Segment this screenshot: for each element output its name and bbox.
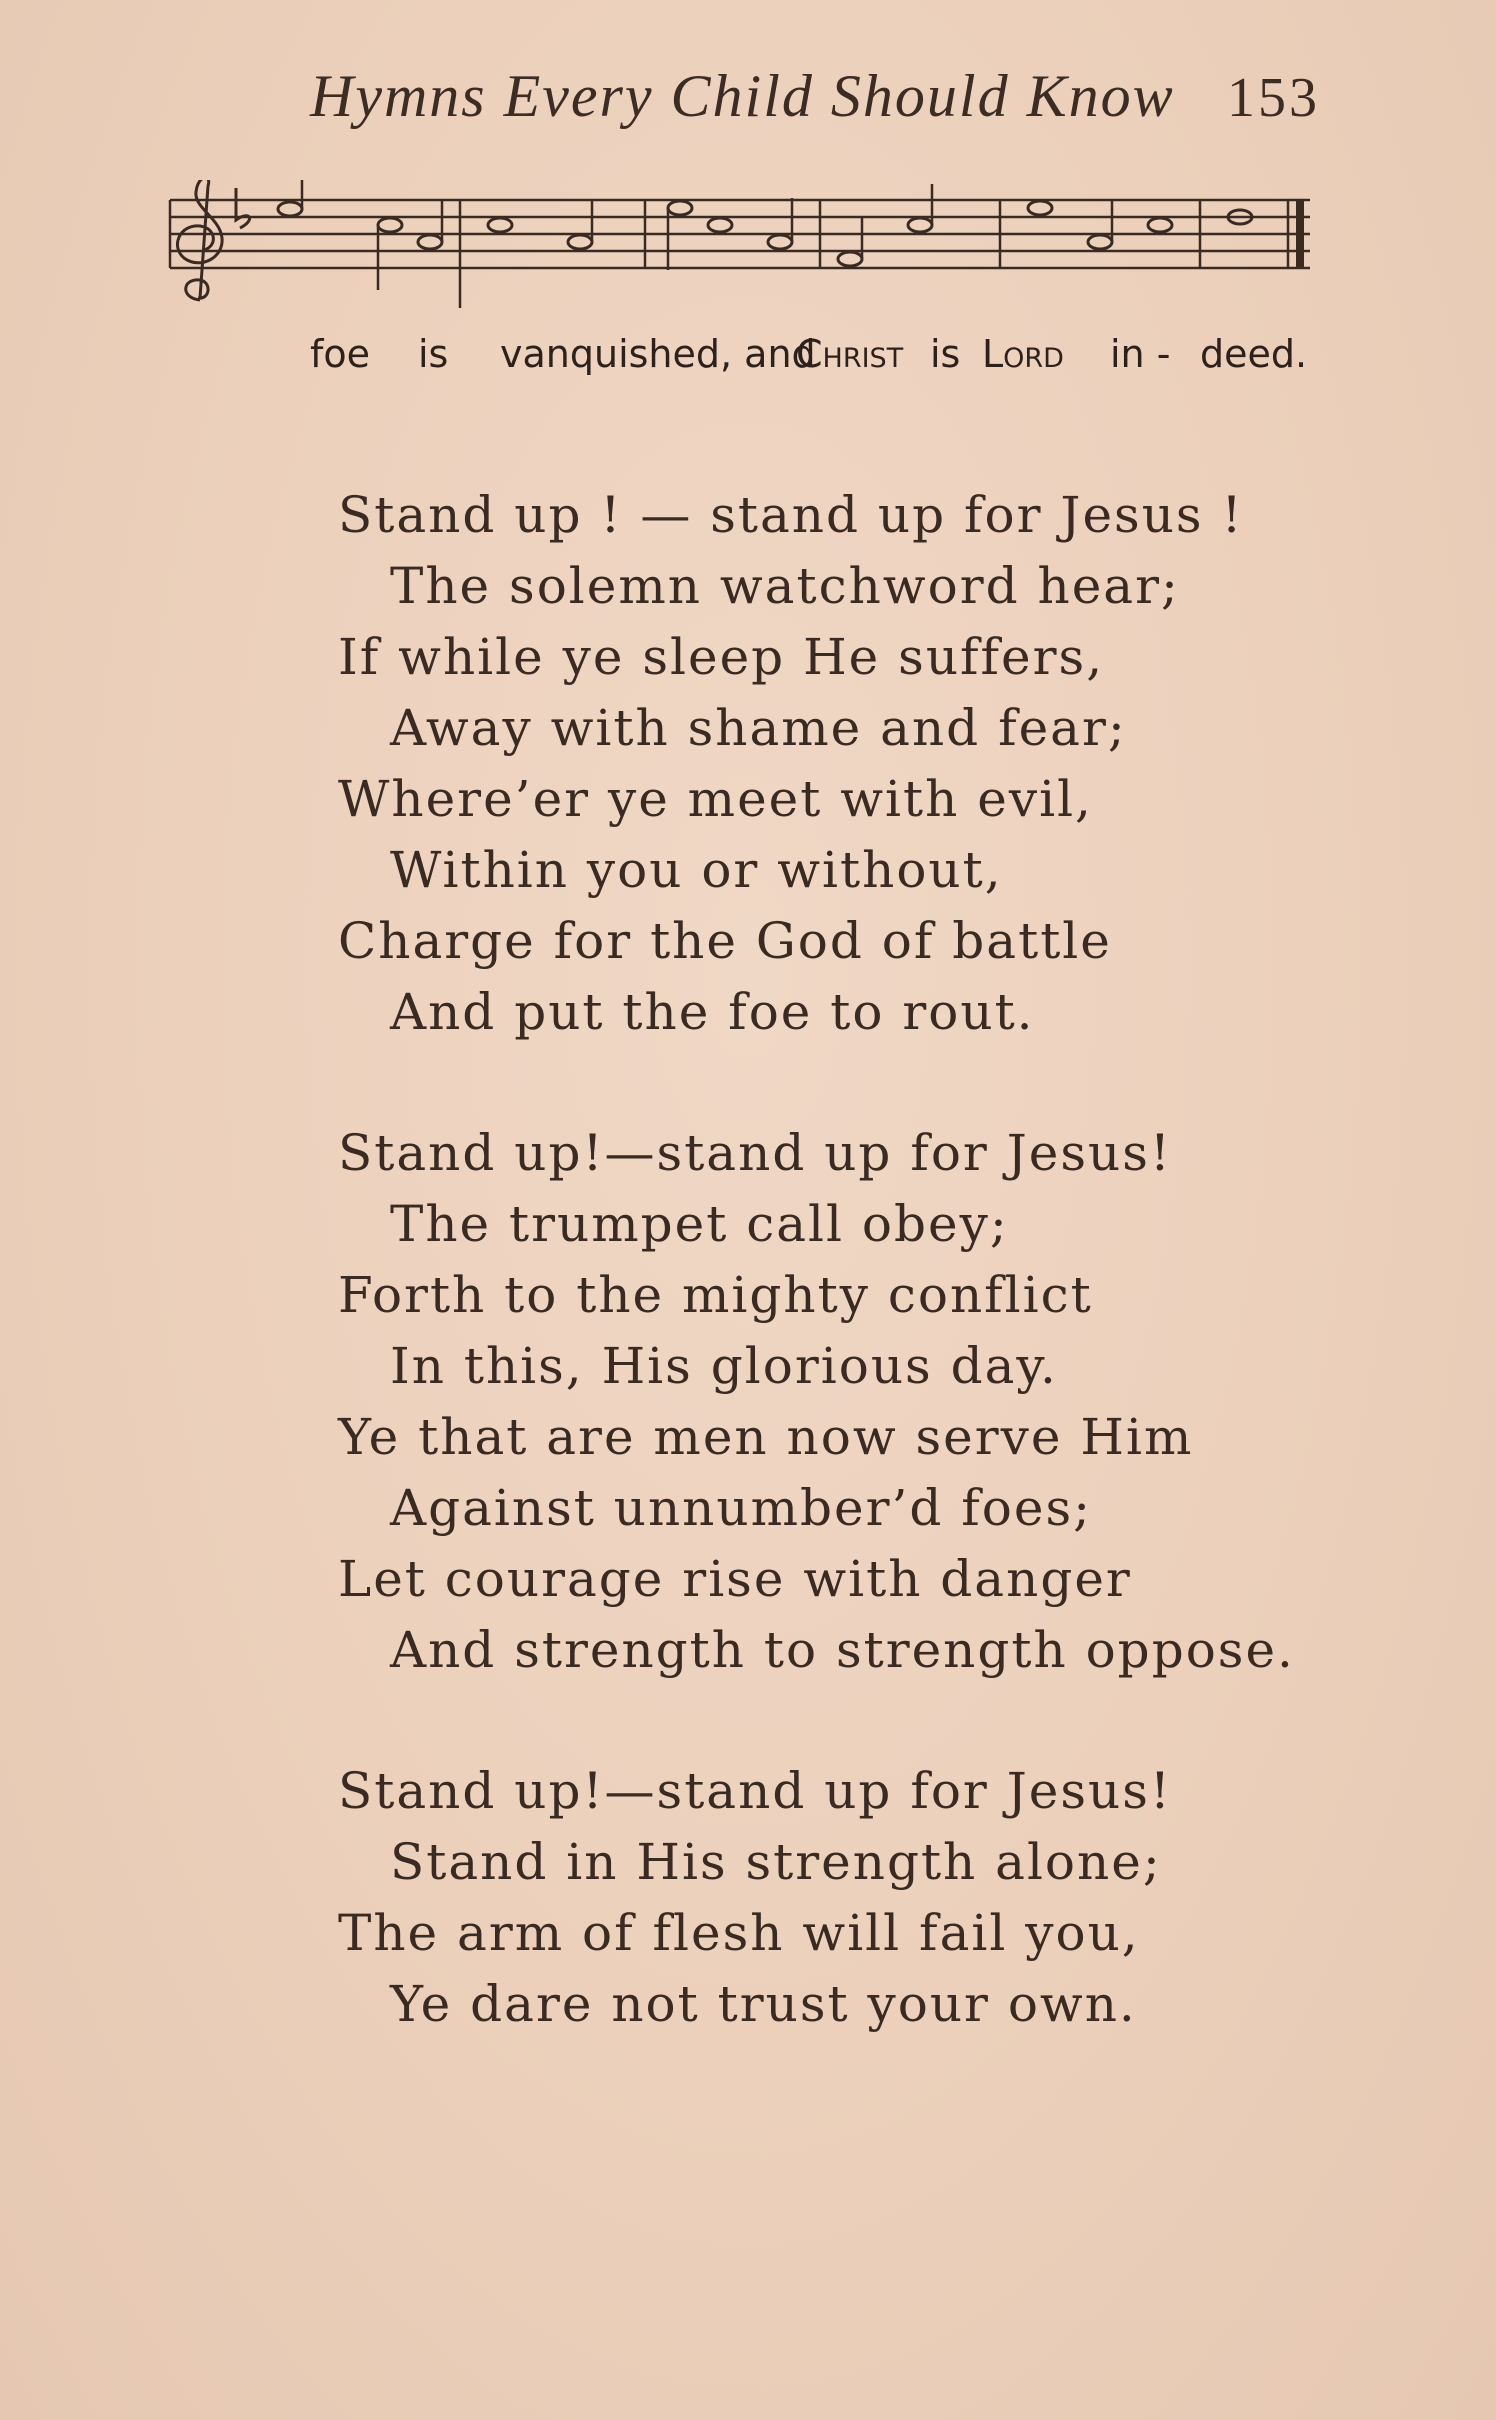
verse-line: Against unnumber’d foes; [390,1479,1092,1537]
stanza-2 [338,1118,1338,1686]
lyric-word: Christ [796,332,904,376]
verse-line: And put the foe to rout. [390,983,1035,1041]
treble-clef-icon [177,180,222,300]
running-header [310,62,1320,142]
verse-line: If while ye sleep He suffers, [338,628,1105,686]
music-staff [160,180,1320,330]
lyric-word: foe [310,332,371,376]
verse-line: Where’er ye meet with evil, [338,770,1093,828]
verse-line: Stand up!—stand up for Jesus! [338,1762,1172,1820]
lyric-word: Lord [982,332,1064,376]
hymn-text [338,480,1338,2110]
verse-line: Ye that are men now serve Him [338,1408,1194,1466]
lyric-word: deed. [1200,332,1308,376]
verse-line: Within you or without, [390,841,1003,899]
verse-line: Ye dare not trust your own. [390,1975,1137,2033]
verse-line: The arm of flesh will fail you, [338,1904,1140,1962]
verse-line: Stand up!—stand up for Jesus! [338,1124,1172,1182]
verse-line: The solemn watchword hear; [390,557,1180,615]
verse-line: Forth to the mighty conflict [338,1266,1093,1324]
verse-line: And strength to strength oppose. [390,1621,1295,1679]
verse-line: Charge for the God of battle [338,912,1112,970]
verse-line: Stand in His strength alone; [390,1833,1162,1891]
stanza-3 [338,1756,1338,2040]
verse-line: The trumpet call obey; [390,1195,1009,1253]
stanza-1 [338,480,1338,1048]
lyric-word: is [930,332,961,376]
verse-line: Let courage rise with danger [338,1550,1132,1608]
verse-line: Stand up ! — stand up for Jesus ! [338,486,1244,544]
header-title: Hymns Every Child Should Know [310,63,1175,129]
flat-icon [236,188,250,228]
lyric-word: vanquished, and [500,332,816,376]
page-number: 153 [1227,67,1320,129]
lyric-word: is [418,332,449,376]
verse-line: Away with shame and fear; [390,699,1127,757]
lyric-word: in - [1110,332,1171,376]
verse-line: In this, His glorious day. [390,1337,1058,1395]
